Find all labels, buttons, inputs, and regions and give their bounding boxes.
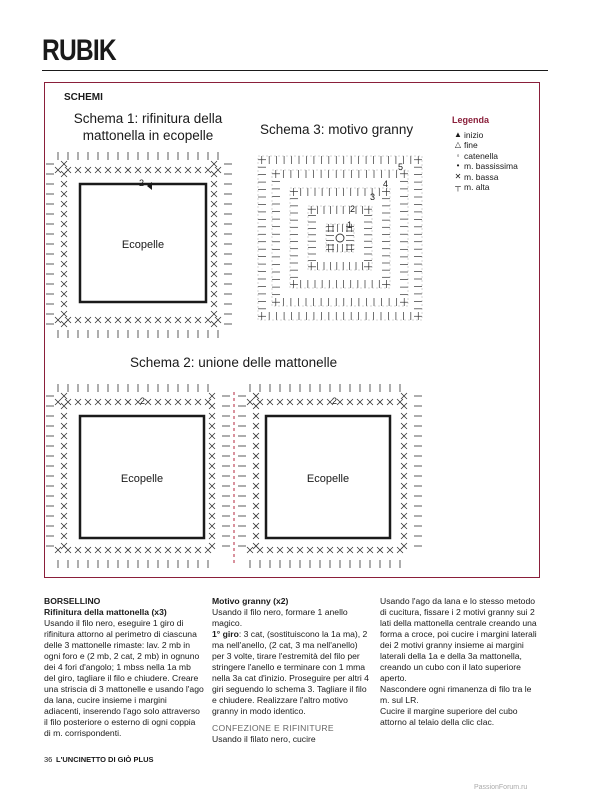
paragraph: Usando l'ago da lana e lo stesso metodo di cucitura, fissare i 2 motivi granny sui 2 lati della mattonella centrale creando una forma a croce, poi cucire i margini laterali dei 2 motivi granny insieme ai margini laterali della 1a e della 3a mattonella, creando un cubo con il lato superiore aperto. bbox=[380, 596, 537, 683]
schema1-title: Schema 1: rifinitura della mattonella in ecopelle bbox=[73, 111, 223, 143]
oval-icon: ◦ bbox=[456, 150, 460, 160]
granny-rounds bbox=[258, 156, 422, 320]
dot-icon: • bbox=[456, 161, 460, 170]
article-column-2 bbox=[212, 596, 372, 745]
schema3-title: Schema 3: motivo granny bbox=[260, 122, 414, 137]
schema2-title: Schema 2: unione delle mattonelle bbox=[130, 355, 338, 370]
paragraph: 1° giro: 3 cat, (sostituiscono la 1a ma), 2 ma nell'anello, (2 cat, 3 ma nell'anello) per 3 volte, tirare l'estremità del filo per stringere l'anello e terminare con 1 mma nella 3a cat d'inizio. Proseguire per altri 4 giri seguendo lo schema 3. Tagliare il filo e chiudere. Realizzare l'altro motivo granny in modo identico. bbox=[212, 629, 369, 716]
round-number: 2 bbox=[350, 204, 356, 214]
round-number: 1 bbox=[347, 220, 353, 230]
tall-stitch-icon: ┬ bbox=[455, 182, 461, 191]
ecopelle-label: Ecopelle bbox=[120, 473, 164, 485]
triangle-outline-icon: △ bbox=[454, 140, 462, 149]
brand-title: RUBIK bbox=[42, 34, 116, 67]
paragraph: Usando il filo nero, formare 1 anello magico. bbox=[212, 607, 348, 628]
round-number: 3 bbox=[370, 192, 376, 202]
magazine-name: L'UNCINETTO DI GIÒ PLUS bbox=[56, 755, 154, 764]
paragraph: Cucire il margine superiore del cubo attorno al telaio della clic clac. bbox=[380, 706, 518, 727]
paragraph: Usando il filato nero, cucire bbox=[212, 734, 316, 744]
article-column-3 bbox=[380, 596, 540, 728]
round-label: 1° giro bbox=[212, 629, 239, 639]
watermark: PassionForum.ru bbox=[474, 784, 528, 791]
schema3-diagram bbox=[252, 150, 432, 325]
round-number: 2 bbox=[332, 396, 338, 406]
legend-item: • m. bassissima bbox=[452, 161, 518, 172]
section-heading: BORSELLINO bbox=[44, 596, 101, 606]
paragraph: Usando il filo nero, eseguire 1 giro di rifinitura attorno al perimetro di ciascuna delle 3 mattonelle rimaste: lav. 2 mb in ogni foro e (2 mb, 2 cat, 2 mb) in ognuno dei 4 fori d'angolo; 1 mbss nella 1a mb del giro, tagliare il filo e chiudere. Creare una striscia di 3 mattonelle e usando l'ago da lana, cucire insieme i margini adiacenti, inserendo l'ago solo attraverso il filo posteriore o esterno di ogni coppia di m. corrispondenti. bbox=[44, 618, 204, 738]
legend-item: △ fine bbox=[452, 140, 518, 151]
legend-item: ┬ m. alta bbox=[452, 182, 518, 193]
legend-title: Legenda bbox=[452, 115, 490, 125]
legend-item: ◦ catenella bbox=[452, 151, 518, 162]
ecopelle-label: Ecopelle bbox=[306, 473, 350, 485]
article-column-1 bbox=[44, 596, 204, 739]
paragraph: Nascondere ogni rimanenza di filo tra le m. sul LR. bbox=[380, 684, 532, 705]
schema1-diagram bbox=[44, 150, 244, 340]
schemes-title: SCHEMI bbox=[64, 92, 103, 103]
cross-icon: ✕ bbox=[454, 171, 462, 181]
legend-item: ▲ inizio bbox=[452, 130, 518, 141]
legend bbox=[452, 115, 518, 193]
ecopelle-label: Ecopelle bbox=[121, 239, 165, 251]
round-number: 5 bbox=[398, 162, 404, 172]
page-number: 36 bbox=[44, 755, 53, 764]
triangle-filled-icon: ▲ bbox=[454, 129, 462, 139]
header-rule bbox=[42, 70, 548, 71]
subheading: Rifinitura della mattonella (x3) bbox=[44, 607, 167, 617]
round-number: 4 bbox=[383, 179, 389, 189]
round-number: 2 bbox=[139, 178, 145, 188]
schema2-diagram bbox=[44, 382, 434, 572]
subheading: Motivo granny (x2) bbox=[212, 596, 289, 606]
legend-item: ✕ m. bassa bbox=[452, 172, 518, 183]
section-heading: CONFEZIONE E RIFINITURE bbox=[212, 723, 334, 733]
round-number: 2 bbox=[140, 396, 146, 406]
